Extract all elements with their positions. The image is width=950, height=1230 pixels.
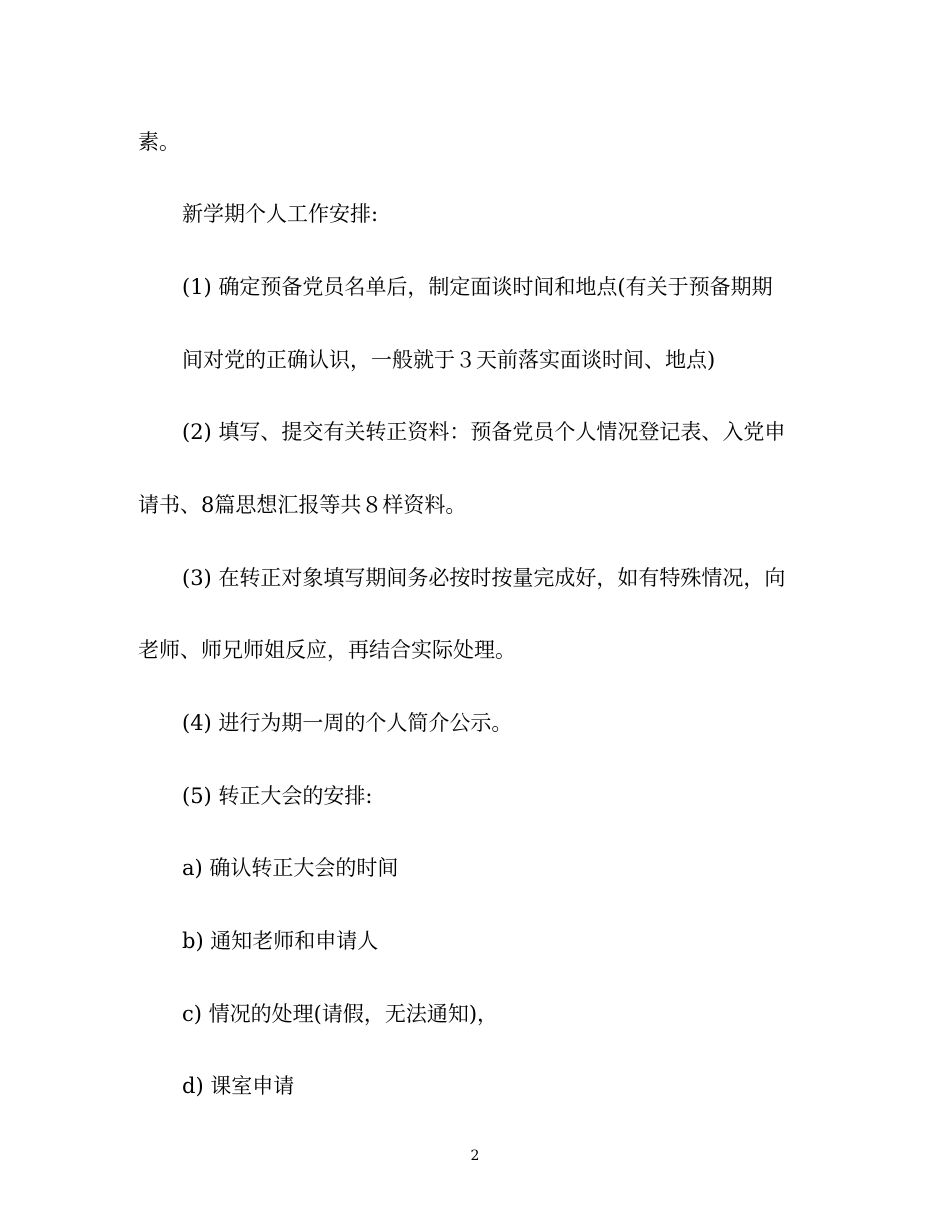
sub-item-b: b) 通知老师和申请人 bbox=[182, 929, 379, 953]
sub-item-c: c) 情况的处理(请假，无法通知)， bbox=[182, 1002, 499, 1026]
page-number: 2 bbox=[470, 1148, 480, 1164]
list-item-2-line-2: 请书、8篇思想汇报等共８样资料。 bbox=[138, 493, 467, 517]
list-item-1-line-1: (1) 确定预备党员名单后，制定面谈时间和地点(有关于预备期期 bbox=[182, 275, 773, 299]
paragraph-line: 素。 bbox=[138, 130, 180, 154]
list-item-5: (5) 转正大会的安排: bbox=[182, 784, 373, 808]
section-heading: 新学期个人工作安排: bbox=[182, 202, 379, 226]
list-item-3-line-1: (3) 在转正对象填写期间务必按时按量完成好，如有特殊情况，向 bbox=[182, 566, 786, 590]
list-item-3-line-2: 老师、师兄师姐反应，再结合实际处理。 bbox=[138, 638, 516, 662]
sub-item-d: d) 课室申请 bbox=[182, 1074, 295, 1098]
list-item-2-line-1: (2) 填写、提交有关转正资料：预备党员个人情况登记表、入党申 bbox=[182, 420, 786, 444]
sub-item-a: a) 确认转正大会的时间 bbox=[182, 856, 399, 880]
list-item-4: (4) 进行为期一周的个人简介公示。 bbox=[182, 711, 513, 735]
list-item-1-line-2: 间对党的正确认识，一般就于３天前落实面谈时间、地点) bbox=[182, 348, 716, 372]
